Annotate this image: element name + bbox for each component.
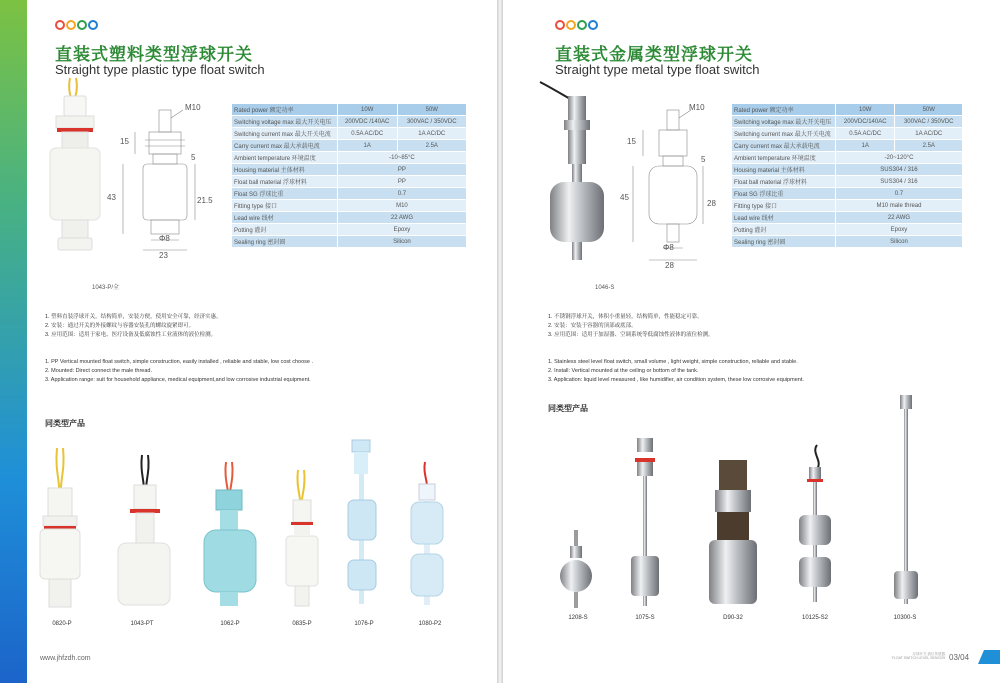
spec-value: 1A AC/DC — [397, 128, 466, 140]
footer-tag-line: FLOAT SWITCH LEVEL SENSOR — [891, 656, 945, 660]
spec-value: Silicon — [337, 236, 466, 248]
spec-value: Epoxy — [835, 224, 962, 236]
desc-line: 1. 不锈钢浮球开关，体积小重量轻，结构简单，性能稳定可靠。 — [548, 314, 703, 320]
left-page — [0, 0, 497, 683]
spec-value: 200VDC /140AC — [337, 116, 397, 128]
left-title-en: Straight type plastic type float switch — [55, 62, 265, 77]
right-desc-en — [548, 358, 988, 384]
thumb-1080p2-image — [405, 462, 450, 612]
dim-label: 43 — [107, 193, 116, 202]
dim-label: 45 — [620, 193, 629, 202]
corner-accent-icon — [978, 650, 1000, 664]
spec-value: -10~85°C — [337, 152, 466, 164]
desc-line: 1. 塑料直装浮球开关，结构简单，安装方便，使用安全可靠，经济实惠。 — [45, 314, 222, 320]
spec-value: 22 AWG — [337, 212, 466, 224]
right-title-cn: 直装式金属类型浮球开关 — [555, 45, 753, 64]
spec-row — [732, 104, 963, 116]
dim-label: Φ8 — [159, 234, 170, 243]
desc-line: 3. Application: liquid level measured , like humidifier, air condition system, these low corrosive equipment. — [548, 376, 804, 383]
desc-line: 2. Mounted: Direct connect the male thread. — [45, 367, 153, 374]
spec-value: PP — [337, 176, 466, 188]
spec-row — [232, 188, 467, 200]
spec-value: 0.7 — [337, 188, 466, 200]
dim-label: 23 — [159, 251, 168, 260]
desc-line: 2. 安装：安装于容器的顶部或底部。 — [548, 322, 637, 329]
spec-value: 50W — [397, 104, 466, 116]
spec-row — [232, 104, 467, 116]
desc-line: 1. PP Vertical mounted float switch, simple construction, easily installed , reliable and stable, low cost choose . — [45, 359, 314, 365]
spec-value: 10W — [835, 104, 895, 116]
desc-line: 3. 应用范围：适用于加湿器、空调系统等低腐蚀性液体的液位检测。 — [548, 331, 714, 338]
spec-row — [232, 152, 467, 164]
spec-label: Float ball material 浮球材料 — [732, 176, 836, 188]
dim-label: 15 — [627, 137, 636, 146]
spec-row — [732, 200, 963, 212]
thumb-10125s2-image — [793, 445, 837, 610]
spec-value: 300VAC / 350VDC — [895, 116, 963, 128]
right-title-en: Straight type metal type float switch — [555, 62, 760, 77]
left-desc-cn — [45, 313, 485, 339]
dim-label: 21.5 — [197, 196, 213, 205]
spec-label: Carry current max 最大承载电流 — [732, 140, 836, 152]
spec-value: 2.5A — [895, 140, 963, 152]
left-similar-title: 同类型产品 — [45, 419, 85, 428]
spec-row — [732, 152, 963, 164]
desc-line: 2. 安装：通过开关的外接螺纹与容器安装孔的螺纹旋紧即可。 — [45, 322, 195, 329]
spec-value: 0.5A AC/DC — [835, 128, 895, 140]
spec-row — [732, 188, 963, 200]
spec-label: Switching current max 最大开关电流 — [232, 128, 338, 140]
spec-label: Lead wire 线材 — [232, 212, 338, 224]
thumb-label: 0835-P — [292, 621, 312, 627]
spec-row — [232, 140, 467, 152]
spec-label: Switching voltage max 最大开关电压 — [732, 116, 836, 128]
spec-row — [732, 128, 963, 140]
spec-label: Potting 灌封 — [732, 224, 836, 236]
spec-value: SUS304 / 316 — [835, 176, 962, 188]
dim-label: M10 — [689, 103, 705, 112]
spec-row — [232, 128, 467, 140]
thumb-label: 1043-PT — [130, 621, 154, 627]
left-model-caption: 1043-P/全 — [92, 285, 120, 291]
dim-label: 5 — [191, 153, 196, 162]
left-title-cn: 直装式塑料类型浮球开关 — [55, 45, 253, 64]
spec-value: SUS304 / 316 — [835, 164, 962, 176]
spec-value: -20~120°C — [835, 152, 962, 164]
spec-value: 1A — [835, 140, 895, 152]
footer-tag-line: 浮球开关 液位传感器 — [912, 652, 945, 656]
right-model-caption: 1046-S — [595, 285, 615, 291]
left-dimension-drawing — [107, 100, 215, 260]
spec-value: M10 male thread — [835, 200, 962, 212]
desc-line: 2. Install: Vertical mounted at the ceiling or bottom of the tank. — [548, 367, 699, 374]
thumb-1076p-image — [340, 440, 385, 615]
spec-value: Epoxy — [337, 224, 466, 236]
right-spec-table — [731, 103, 963, 248]
logo-dots-icon — [555, 20, 598, 30]
left-product-photo — [40, 78, 110, 263]
spec-row — [732, 224, 963, 236]
spec-row — [232, 176, 467, 188]
spec-value: 300VAC / 350VDC — [397, 116, 466, 128]
page-number: 03/04 — [949, 653, 970, 662]
thumb-0820p-image — [35, 448, 85, 613]
spec-value: 200VDC/140AC — [835, 116, 895, 128]
desc-line: 3. Application range: suit for household appliance, medical equipment,and low corrosive industrial equipment. — [45, 376, 311, 383]
spec-row — [732, 164, 963, 176]
spec-label: Carry current max 最大承载电流 — [232, 140, 338, 152]
spec-label: Switching current max 最大开关电流 — [732, 128, 836, 140]
spec-value: 1A — [337, 140, 397, 152]
spec-value: 0.5A AC/DC — [337, 128, 397, 140]
spec-label: Float SG 浮球比重 — [232, 188, 338, 200]
spec-row — [232, 116, 467, 128]
right-page — [503, 0, 1000, 683]
left-accent-bar — [0, 0, 27, 683]
spec-row — [232, 164, 467, 176]
spec-row — [732, 176, 963, 188]
thumb-label: 1080-P2 — [418, 621, 442, 627]
spec-label: Housing material 主体材料 — [232, 164, 338, 176]
dim-label: Φ8 — [663, 243, 674, 252]
dim-label: 28 — [707, 199, 716, 208]
thumb-1075s-image — [625, 438, 665, 610]
thumb-label: D90-32 — [723, 615, 743, 621]
thumb-label: 10125-S2 — [801, 615, 829, 621]
dim-label: 28 — [665, 261, 674, 270]
spec-label: Fitting type 接口 — [232, 200, 338, 212]
thumb-10300s-image — [888, 395, 924, 610]
spec-label: Ambient temperature 环境温度 — [732, 152, 836, 164]
spec-row — [232, 212, 467, 224]
thumb-d90-32-image — [703, 460, 763, 610]
thumb-label: 0820-P — [52, 621, 72, 627]
spec-value: 2.5A — [397, 140, 466, 152]
thumb-label: 1076-P — [354, 621, 374, 627]
spec-value: 1A AC/DC — [895, 128, 963, 140]
spec-value: 10W — [337, 104, 397, 116]
spec-label: Ambient temperature 环境温度 — [232, 152, 338, 164]
dim-label: M10 — [185, 103, 201, 112]
spec-row — [732, 140, 963, 152]
spec-value: Silicon — [835, 236, 962, 248]
right-desc-cn — [548, 313, 988, 339]
spec-row — [232, 236, 467, 248]
spec-value: 0.7 — [835, 188, 962, 200]
desc-line: 3. 应用范围：适用于家电、医疗设备及低腐蚀性工业液体的液位检测。 — [45, 331, 217, 338]
footer-tag — [873, 652, 945, 660]
left-spec-table — [231, 103, 467, 248]
spec-label: Lead wire 线材 — [732, 212, 836, 224]
right-similar-title: 同类型产品 — [548, 404, 588, 413]
spec-row — [232, 224, 467, 236]
spec-value: PP — [337, 164, 466, 176]
spec-value: 22 AWG — [835, 212, 962, 224]
spec-label: Float ball material 浮球材料 — [232, 176, 338, 188]
dim-label: 15 — [120, 137, 129, 146]
spec-label: Housing material 主体材料 — [732, 164, 836, 176]
spec-row — [732, 236, 963, 248]
thumb-1208s-image — [558, 530, 594, 610]
spec-row — [732, 212, 963, 224]
spec-row — [232, 200, 467, 212]
spec-label: Float SG 浮球比重 — [732, 188, 836, 200]
spec-row — [732, 116, 963, 128]
spec-label: Rated power 额定功率 — [732, 104, 836, 116]
thumb-label: 10300-S — [893, 615, 917, 621]
spec-label: Switching voltage max 最大开关电压 — [232, 116, 338, 128]
thumb-1043pt-image — [112, 455, 177, 615]
logo-dots-icon — [55, 20, 98, 30]
right-product-photo — [538, 82, 618, 272]
thumb-label: 1062-P — [220, 621, 240, 627]
desc-line: 1. Stainless steel level float switch, small volume , light weight, simple construction, reliable and stable. — [548, 359, 798, 365]
thumb-label: 1075-S — [635, 615, 655, 621]
thumb-label: 1208-S — [568, 615, 588, 621]
left-desc-en — [45, 358, 485, 384]
spec-label: Fitting type 接口 — [732, 200, 836, 212]
spec-label: Sealing ring 密封圈 — [232, 236, 338, 248]
spec-label: Sealing ring 密封圈 — [732, 236, 836, 248]
spec-label: Rated power 额定功率 — [232, 104, 338, 116]
spec-value: 50W — [895, 104, 963, 116]
spec-label: Potting 灌封 — [232, 224, 338, 236]
right-dimension-drawing — [620, 100, 723, 270]
spec-value: M10 — [337, 200, 466, 212]
dim-label: 5 — [701, 155, 706, 164]
thumb-0835p-image — [282, 470, 322, 615]
thumb-1062p-image — [200, 462, 260, 612]
website-url[interactable]: www.jhfzdh.com — [40, 655, 91, 662]
